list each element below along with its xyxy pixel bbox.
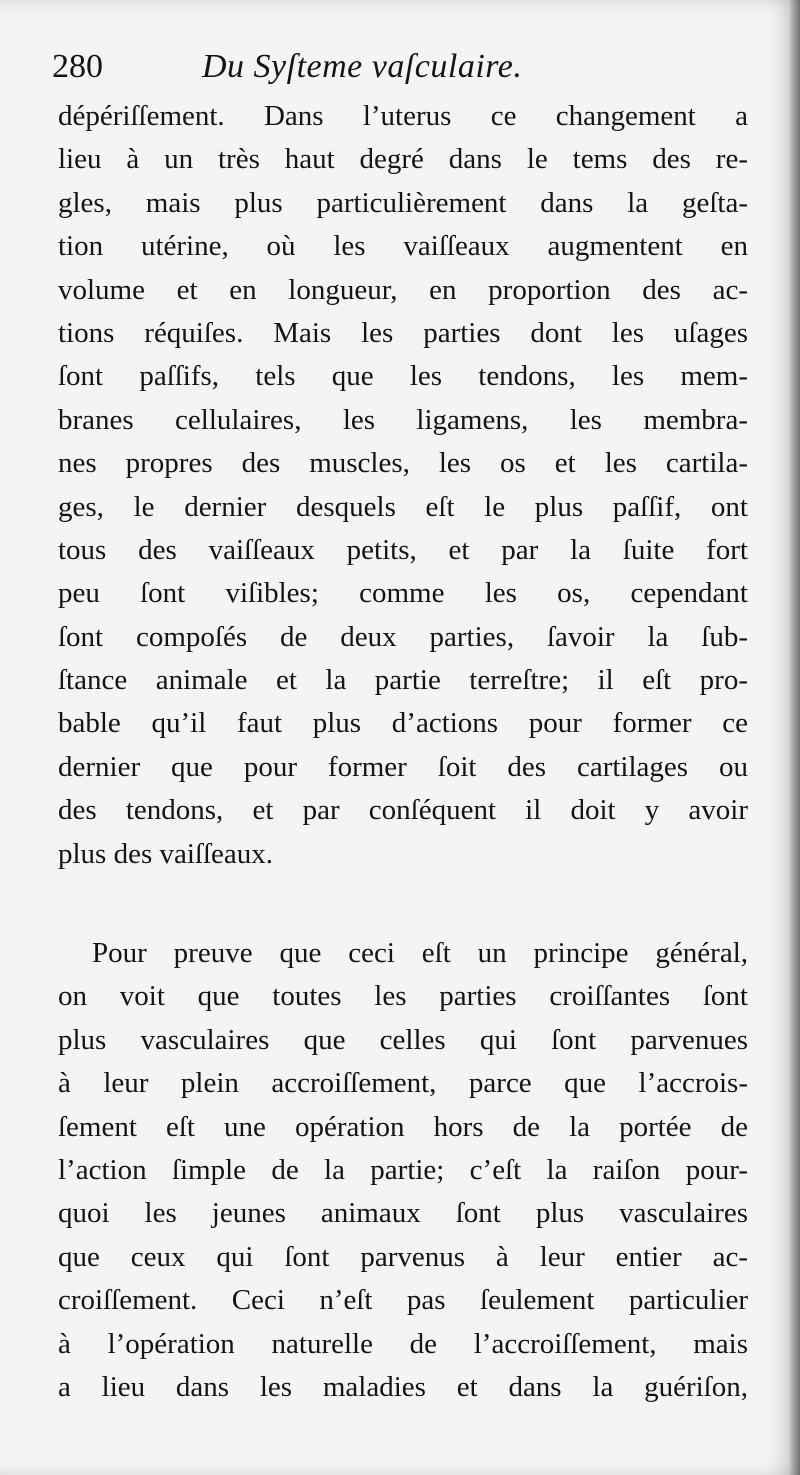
text-line: dernier que pour former ſoit des cartilages ou [58,750,748,783]
text-line: tion utérine, où les vaiſſeaux augmentent en [58,230,748,263]
text-line: plus vasculaires que celles qui ſont parvenues [58,1023,748,1056]
text-line: à l’opération naturelle de l’accroiſſement, mais [58,1327,748,1360]
text-line: que ceux qui ſont parvenus à leur entier ac- [58,1240,748,1273]
page-edge-shadow [790,0,800,1475]
text-line: l’action ſimple de la partie; c’eſt la raiſon pour- [58,1153,748,1186]
text-line: ſont paſſifs, tels que les tendons, les mem- [58,360,748,393]
running-head [52,42,752,92]
text-line: nes propres des muscles, les os et les cartila- [58,447,748,480]
text-line: on voit que toutes les parties croiſſantes ſont [58,980,748,1013]
text-line: peu ſont viſibles; comme les os, cependant [58,577,748,610]
text-line: tous des vaiſſeaux petits, et par la ſuite fort [58,533,748,566]
page-number: 280 [52,48,103,85]
text-line: volume et en longueur, en proportion des ac- [58,273,748,306]
paragraph-1 [58,95,748,876]
paragraph-2 [58,932,748,1409]
text-line: plus des vaiſſeaux. [58,837,274,870]
text-line: gles, mais plus particulièrement dans la geſta- [58,186,748,219]
text-line: tions réquiſes. Mais les parties dont les uſages [58,316,748,349]
text-line: bable qu’il faut plus d’actions pour former ce [58,707,748,740]
text-line: ſement eſt une opération hors de la portée de [58,1110,748,1143]
text-line: Pour preuve que ceci eſt un principe général, [92,937,748,969]
text-line: branes cellulaires, les ligamens, les membra- [58,403,748,436]
text-line: ges, le dernier desquels eſt le plus paſſif, ont [58,490,748,523]
text-line: a lieu dans les maladies et dans la guériſon, [58,1370,748,1403]
text-line: dépériſſement. Dans l’uterus ce changement a [58,100,748,132]
text-line: croiſſement. Ceci n’eſt pas ſeulement particulier [58,1284,748,1317]
text-line: quoi les jeunes animaux ſont plus vasculaires [58,1197,748,1230]
text-line: des tendons, et par conſéquent il doit y avoir [58,794,748,827]
text-line: ſtance animale et la partie terreſtre; il eſt pro- [58,664,748,697]
text-line: ſont compoſés de deux parties, ſavoir la ſub- [58,620,748,653]
text-line: lieu à un très haut degré dans le tems des re- [58,143,748,176]
running-title: Du Syſteme vaſculaire. [202,48,523,85]
text-line: à leur plein accroiſſement, parce que l’accrois- [58,1067,748,1100]
